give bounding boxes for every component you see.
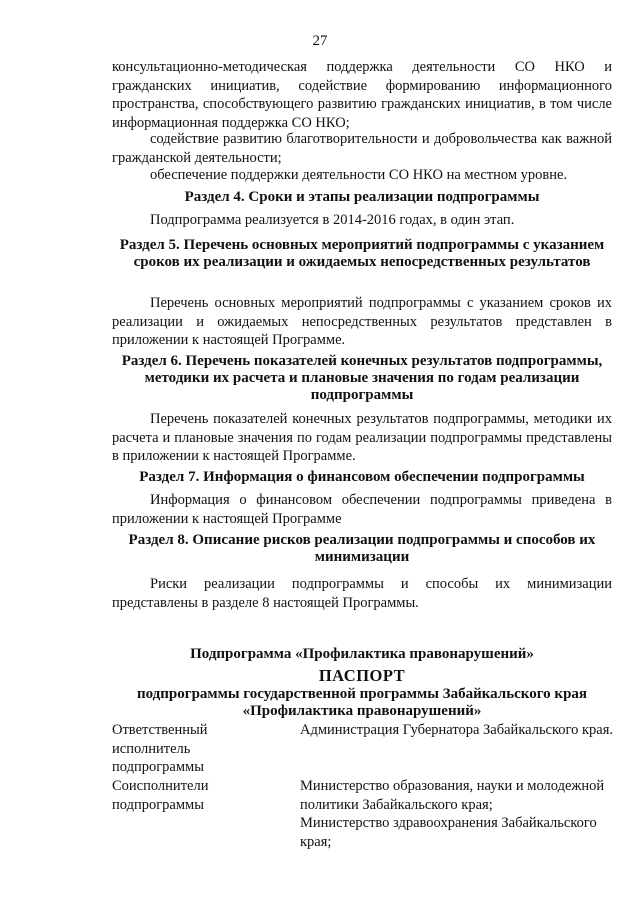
passport-title: ПАСПОРТ [318, 666, 406, 685]
section-5-text: Перечень основных мероприятий подпрограммы с указанием сроков их реализации и ожидаемых непосредственных результатов представлен в приложении к настоящей Программе. [112, 295, 612, 348]
section-8-text: Риски реализации подпрограммы и способы их минимизации представлены в разделе 8 настоящей Программы. [112, 576, 612, 611]
passport-row-value: Министерство образования, науки и молодежной политики Забайкальского края; [300, 778, 605, 813]
passport-row-label: Ответственный исполнитель подпрограммы [112, 722, 208, 775]
section-6-text: Перечень показателей конечных результатов подпрограммы, методики их расчета и плановые значения по годам реализации подпрограммы представлены в приложении к настоящей Программе. [112, 411, 612, 464]
section-4-heading: Раздел 4. Сроки и этапы реализации подпрограммы [184, 189, 540, 205]
intro-paragraph-2: содействие развитию благотворительности и добровольчества как важной гражданской деятельности; [112, 131, 612, 166]
page-number: 27 [312, 33, 328, 49]
section-8-heading: Раздел 8. Описание рисков реализации подпрограммы и способов их минимизации [128, 532, 596, 565]
passport-row-value: Министерство здравоохранения Забайкальского края; [300, 815, 597, 850]
passport-subtitle: подпрограммы государственной программы Забайкальского края «Профилактика правонарушений» [136, 686, 588, 719]
section-6-heading: Раздел 6. Перечень показателей конечных результатов подпрограммы, методики их расчета и плановые значения по годам реализации подпрограммы [121, 353, 603, 403]
intro-paragraph-1: консультационно-методическая поддержка деятельности СО НКО и гражданских инициатив, содействие формированию информационного пространства, способствующего развитию гражданских инициатив, в том числе информационная поддержка СО НКО; [112, 59, 612, 131]
passport-row-label: Соисполнители подпрограммы [112, 778, 209, 813]
section-4-text: Подпрограмма реализуется в 2014-2016 годах, в один этап. [150, 212, 515, 228]
section-7-heading: Раздел 7. Информация о финансовом обеспечении подпрограммы [139, 469, 585, 485]
section-7-text: Информация о финансовом обеспечении подпрограммы приведена в приложении к настоящей Программе [112, 492, 612, 527]
passport-row-value: Администрация Губернатора Забайкальского края. [300, 722, 614, 738]
intro-paragraph-3: обеспечение поддержки деятельности СО НКО на местном уровне. [150, 167, 568, 183]
section-5-heading: Раздел 5. Перечень основных мероприятий подпрограммы с указанием сроков их реализации и ожидаемых непосредственных результатов [119, 237, 605, 270]
subprogram-title: Подпрограмма «Профилактика правонарушений» [190, 646, 534, 662]
